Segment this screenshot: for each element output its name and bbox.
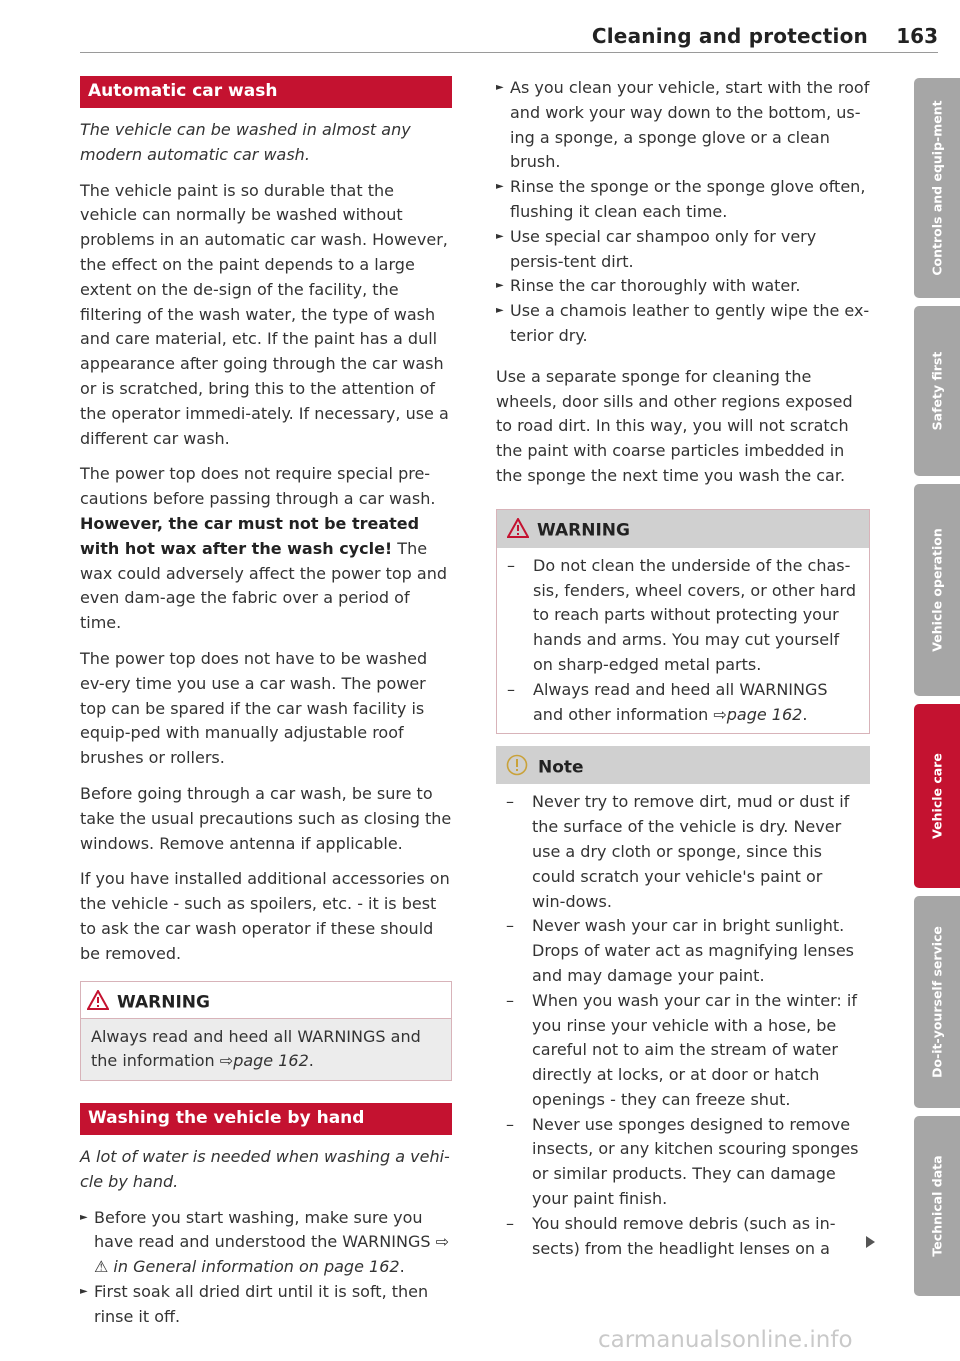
paragraph: If you have installed additional accessories on the vehicle - such as spoilers, etc. - it is best to ask the car wash operator if these should be removed. xyxy=(80,869,450,963)
page-header xyxy=(80,18,938,54)
dash-marker: – xyxy=(507,555,515,575)
tab-safety-first[interactable] xyxy=(914,306,960,476)
dash-marker: – xyxy=(506,916,514,936)
warning-box xyxy=(80,981,452,1082)
note-item-text: Never use sponges designed to remove insects, or any kitchen scouring sponges or similar products. They can damage your paint finish. xyxy=(532,1114,859,1209)
page-reference-link[interactable]: in General information on page 162 xyxy=(108,1257,400,1277)
note-item-text: Never wash your car in bright sunlight. Drops of water act as magnifying lenses and may damage your paint. xyxy=(532,916,855,985)
list-item xyxy=(496,274,870,299)
note-item xyxy=(506,1212,860,1262)
list-item xyxy=(80,1206,452,1280)
tab-label: Vehicle care xyxy=(929,753,945,839)
tab-label: Technical data xyxy=(929,1155,945,1257)
tab-vehicle-operation[interactable] xyxy=(914,484,960,696)
page-number: 163 xyxy=(896,24,938,48)
paragraph: Use a separate sponge for cleaning the wheels, door sills and other regions exposed to road dirt. In this way, you will not scratch the paint with coarse particles imbedded in the sponge the next time you wash the car. xyxy=(496,366,853,485)
page-ref-arrow: ⇨ xyxy=(713,704,727,724)
note-item xyxy=(506,1113,860,1212)
warning-triangle-icon xyxy=(507,518,529,543)
list-item xyxy=(496,225,870,275)
list-item xyxy=(80,1280,452,1330)
dash-marker: – xyxy=(506,1213,514,1233)
warning-header xyxy=(81,982,451,1018)
list-item xyxy=(496,299,870,349)
bullet-arrow-icon: ► xyxy=(80,1211,88,1223)
warning-list xyxy=(497,548,869,734)
page-ref-arrow: ⇨ xyxy=(219,1051,234,1071)
list-item-text: First soak all dried dirt until it is soft, then rinse it off. xyxy=(94,1282,429,1326)
section-heading-automatic-car-wash: Automatic car wash xyxy=(80,76,452,108)
page-reference-link[interactable]: page 162 xyxy=(726,704,803,724)
warning-text-start: Always read and heed all WARNINGS and the information xyxy=(91,1026,421,1071)
bullet-arrow-icon: ► xyxy=(496,230,504,242)
paragraph: The power top does not have to be washed ev-ery time you use a car wash. The power top can be spared if the car wash facility is equip-ped with manually adjustable roof brushes or rollers. xyxy=(80,648,428,768)
list-item xyxy=(496,76,870,175)
paragraph-text: The wax could adversely affect the power top and even dam-age the fabric over a period of time. xyxy=(80,538,448,633)
list-item-text: Before you start washing, make sure you have read and understood the WARNINGS xyxy=(94,1207,436,1252)
note-item-text: When you wash your car in the winter: if you rinse your vehicle with a hose, be careful not to aim the stream of water directly at locks, or at door or hatch openings - they can freeze shut. xyxy=(532,990,857,1109)
left-column xyxy=(80,76,452,1341)
warning-ref-link[interactable]: ⇨ ⚠ xyxy=(94,1232,449,1277)
tab-do-it-yourself-service[interactable] xyxy=(914,896,960,1108)
note-item xyxy=(506,790,860,914)
warning-box xyxy=(496,509,870,735)
note-item xyxy=(506,914,860,988)
warning-label: WARNING xyxy=(117,992,210,1012)
tab-technical-data[interactable] xyxy=(914,1116,960,1296)
note-box xyxy=(496,746,870,1261)
paragraph: Before going through a car wash, be sure to take the usual precautions such as closing the windows. Remove antenna if applicable. xyxy=(80,783,452,853)
tab-vehicle-care[interactable] xyxy=(914,704,960,888)
paragraph: The vehicle paint is so durable that the vehicle can normally be washed without problems in an automatic car wash. However, the effect on the paint depends to a large extent on the de-sign of the facility, the filtering of the wash water, the type of wash and care material, etc. If the paint has a dull appearance after going through the car wash or is scratched, bring this to the attention of the operator immedi-ately. If necessary, use a different car wash. xyxy=(80,180,449,448)
continue-arrow-icon xyxy=(866,1236,875,1248)
paragraph-text: The power top does not require special pre-cautions before passing through a car wash. xyxy=(80,464,436,509)
watermark: carmanualsonline.info xyxy=(598,1327,853,1353)
warning-item-text: Do not clean the underside of the chas-sis, fenders, wheel covers, or other hard to reach parts without protecting your hands and arms. You may cut yourself on sharp-edged metal parts. xyxy=(533,555,856,674)
dash-marker: – xyxy=(506,792,514,812)
note-header xyxy=(496,746,870,784)
warning-label: WARNING xyxy=(537,520,630,541)
paragraph-power-top-precautions xyxy=(80,462,452,636)
list-item-text-end: . xyxy=(399,1257,405,1277)
warning-text xyxy=(81,1019,451,1081)
bullet-arrow-icon: ► xyxy=(496,82,504,93)
list-item-text: Rinse the car thoroughly with water. xyxy=(510,276,801,296)
bullet-arrow-icon: ► xyxy=(496,181,504,193)
note-info-icon xyxy=(506,754,528,781)
bullet-arrow-icon: ► xyxy=(80,1286,88,1298)
dash-marker: – xyxy=(506,1114,514,1134)
instruction-list xyxy=(496,76,870,349)
page-reference-link[interactable]: page 162 xyxy=(233,1051,309,1071)
instruction-list xyxy=(80,1206,452,1330)
section-intro: A lot of water is needed when washing a vehi-cle by hand. xyxy=(80,1147,450,1191)
dash-marker: – xyxy=(507,679,515,699)
bullet-arrow-icon: ► xyxy=(496,280,504,292)
note-list xyxy=(496,784,870,1261)
tab-controls-and-equipment[interactable] xyxy=(914,78,960,298)
bullet-arrow-icon: ► xyxy=(496,305,504,317)
header-divider xyxy=(80,52,938,53)
note-item-text: You should remove debris (such as in-sects) from the headlight lenses on a xyxy=(532,1213,836,1258)
warning-item-text-end: . xyxy=(802,704,808,724)
warning-item xyxy=(507,678,859,728)
list-item-text: Use a chamois leather to gently wipe the ex-terior dry. xyxy=(510,301,870,345)
tab-label: Controls and equip-ment xyxy=(929,100,945,276)
tab-label: Vehicle operation xyxy=(929,528,945,652)
warning-text-end: . xyxy=(308,1051,314,1071)
tab-label: Safety first xyxy=(929,351,945,431)
list-item xyxy=(496,175,870,225)
note-item-text: Never try to remove dirt, mud or dust if the surface of the vehicle is dry. Never use a dry cloth or sponge, since this could scratch your vehicle's paint or win-dows. xyxy=(532,792,850,911)
bold-warning-text: However, the car must not be treated with hot wax after the wash cycle! xyxy=(80,513,420,558)
warning-item-text: Always read and heed all WARNINGS and other information xyxy=(533,679,828,724)
note-label: Note xyxy=(538,757,584,778)
warning-item xyxy=(507,554,859,678)
tab-label: Do-it-yourself service xyxy=(929,926,945,1078)
right-column xyxy=(496,76,870,1267)
chapter-title: Cleaning and protection xyxy=(591,24,868,48)
warning-header xyxy=(497,510,869,548)
section-intro: The vehicle can be washed in almost any modern automatic car wash. xyxy=(80,120,411,164)
note-item xyxy=(506,989,860,1113)
list-item-text: As you clean your vehicle, start with the roof and work your way down to the bottom, us-ing a sponge, a sponge glove or a clean brush. xyxy=(510,78,870,172)
warning-triangle-icon xyxy=(87,990,109,1015)
list-item-text: Rinse the sponge or the sponge glove often, flushing it clean each time. xyxy=(510,177,866,221)
list-item-text: Use special car shampoo only for very persis-tent dirt. xyxy=(510,226,817,271)
dash-marker: – xyxy=(506,990,514,1010)
section-heading-washing-by-hand: Washing the vehicle by hand xyxy=(80,1103,452,1135)
